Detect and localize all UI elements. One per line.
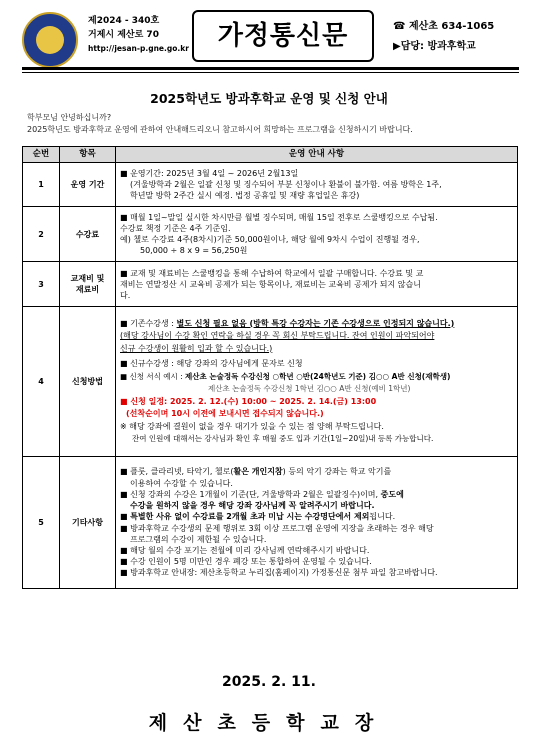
content-line: (선착순이며 10시 이전에 보내시면 접수되지 않습니다.) xyxy=(126,409,324,418)
row-content xyxy=(116,207,518,262)
issue-date: 2025. 2. 11. xyxy=(222,674,316,690)
content-line: (해당 강사님이 수강 확인 연락을 하실 경우 꼭 회신 부탁드립니다. 잔여 인원이 파악되어야 xyxy=(120,331,435,340)
table-row xyxy=(23,307,518,457)
content-line: 이용하여 수강할 수 있습니다. xyxy=(130,478,233,488)
row-number: 4 xyxy=(23,307,60,457)
school-principal: 제산초등학교장 xyxy=(148,712,390,734)
newsletter-title: 가정통신문 xyxy=(192,10,374,62)
content-line: 프로그램의 수강이 제한될 수 있습니다. xyxy=(130,534,267,544)
row-item: 기타사항 xyxy=(60,457,116,589)
row-content xyxy=(116,307,518,457)
content-line: ■ 수강 인원이 5명 미만인 경우 폐강 또는 통합하여 운영될 수 있습니다. xyxy=(120,557,372,567)
info-table xyxy=(22,146,518,589)
document-title: 2025학년도 방과후학교 운영 및 신청 안내 xyxy=(150,91,388,106)
issue-number: 제2024 - 340호 xyxy=(88,16,160,26)
content-line: ■ 교재 및 재료비는 스쿨뱅킹을 통해 수납하여 학교에서 일괄 구매합니다. 수강료 및 교 xyxy=(120,268,424,278)
row-content xyxy=(116,262,518,307)
content-line: 50,000 ÷ 8 x 9 = 56,250원 xyxy=(140,246,248,255)
content-line: ■ 방과후학교 수강생의 문제 행위로 3회 이상 프로그램 운영에 지장을 초래하는 경우 해당 xyxy=(120,523,434,533)
contact-person: ▶담당: 방과후학교 xyxy=(393,41,476,52)
content-line: ※ 해당 강좌에 결원이 없을 경우 대기가 있을 수 있는 점 양해 부탁드립니다. xyxy=(120,421,384,431)
content-line: ■ 매월 1일~말일 실시한 차시만큼 월별 징수되며, 매월 15일 전후로 스쿨뱅킹으로 수납됨. xyxy=(120,213,438,222)
header-rule-thin xyxy=(22,72,519,73)
greeting-line: 학부모님 안녕하십니까? xyxy=(27,113,112,122)
content-line: ■ 운영기간: 2025년 3월 4일 ~ 2026년 2월13일 xyxy=(120,169,299,178)
content-line: 다. xyxy=(120,290,131,300)
row-item-line: 재료비 xyxy=(75,285,100,294)
content-line: ■ 해당 월의 수강 포기는 전월에 미리 강사님께 연락해주시기 바랍니다. xyxy=(120,545,370,555)
content-line: 예) 첼로 수강료 4주(8차시)기준 50,000원이나, 해당 월에 9차시 수업이 진행될 경우, xyxy=(120,235,420,244)
logo-emblem xyxy=(36,26,64,54)
phone-number: ☎ 제산초 634-1065 xyxy=(393,21,495,32)
row-number: 3 xyxy=(23,262,60,307)
content-line xyxy=(120,511,513,522)
table-header-row xyxy=(23,147,518,163)
content-line: 제산초 논술정독 수강신청 1학년 김○○ A반 신청(예비 1학년) xyxy=(208,384,411,393)
table-row xyxy=(23,163,518,207)
content-line: 학년말 방학 2주간 실시 예정. 법정 공휴일 및 재량 휴업일은 휴강) xyxy=(130,191,360,200)
row-content xyxy=(116,457,518,589)
content-emphasis: 별도 신청 필요 없음 (방학 특강 수강자는 기존 수강생으로 인정되지 않습니다.) xyxy=(176,318,455,328)
header-cell: 순번 xyxy=(23,147,60,163)
content-text: ■ 신청 강좌의 수강은 1개월이 기준(단, 겨울방학과 2월은 일괄징수)이며, xyxy=(120,489,381,499)
content-text: ■ 신청 서식 예시 : xyxy=(120,371,186,381)
content-line: ■ 방과후학교 안내장: 제산초등학교 누리집(홈페이지) 가정통신문 첨부 파일 참고바랍니다. xyxy=(120,568,438,578)
content-line: ■ 신청 일정: 2025. 2. 12.(수) 10:00 ~ 2025. 2. 14.(금) 13:00 xyxy=(120,396,377,406)
content-line xyxy=(120,489,513,500)
content-line xyxy=(120,318,513,331)
content-line: ■ 신규수강생 : 해당 강좌의 강사님에게 문자로 신청 xyxy=(120,359,303,368)
school-address: 거제시 제산로 70 xyxy=(88,30,159,40)
content-line: (겨울방학과 2월은 일괄 신청 및 징수되어 부분 신청이나 환불이 불가함. 여름 방학은 1주, xyxy=(130,180,442,189)
row-item: 수강료 xyxy=(60,207,116,262)
content-emphasis: 중도에 xyxy=(380,489,404,499)
content-text: 됩니다. xyxy=(369,512,396,522)
content-emphasis: 제산초 논술정독 수강신청 ○학년 ○반(24학년도 기준) 김○○ A반 신청(재학생) xyxy=(185,371,451,381)
table-row xyxy=(23,457,518,589)
row-item xyxy=(60,262,116,307)
content-text: ■ 플룻, 클라리넷, 타악기, 첼로( xyxy=(120,467,234,477)
table-row xyxy=(23,262,518,307)
greeting xyxy=(27,112,413,136)
content-line: 잔여 인원에 대해서는 강사님과 확인 후 매월 중도 입과 기간(1일~20일)내 등록 가능합니다. xyxy=(132,434,434,443)
content-text: ■ xyxy=(120,512,131,522)
content-line: 재비는 연말정산 시 교육비 공제가 되는 항목이나, 재료비는 교육비 공제가 되지 않습니 xyxy=(120,279,421,289)
table-row xyxy=(23,207,518,262)
greeting-line: 2025학년도 방과후학교 운영에 관하여 안내해드리오니 참고하시어 희망하는 프로그램을 신청하시기 바랍니다. xyxy=(27,125,413,134)
content-text: ) 등의 악기 강좌는 학교 악기를 xyxy=(282,467,392,477)
content-line xyxy=(120,466,513,477)
content-line: 수강을 원하지 않을 경우 해당 강좌 강사님께 꼭 알려주시기 바랍니다. xyxy=(130,501,375,511)
contact-info xyxy=(393,17,494,57)
row-item: 운영 기간 xyxy=(60,163,116,207)
row-item-line: 교재비 및 xyxy=(70,274,105,283)
content-line: 수강료 책정 기준은 4주 기준임. xyxy=(120,224,231,233)
header-cell: 운영 안내 사항 xyxy=(116,147,518,163)
header-cell: 항목 xyxy=(60,147,116,163)
row-number: 5 xyxy=(23,457,60,589)
content-emphasis: 활은 개인지참 xyxy=(233,467,283,477)
school-url: http://jesan-p.gne.go.kr xyxy=(88,44,189,53)
row-number: 2 xyxy=(23,207,60,262)
content-line xyxy=(120,371,513,384)
content-emphasis: 특별한 사유 없이 수강료를 2개월 초과 미납 시는 수강명단에서 제외 xyxy=(130,512,370,522)
content-text: ■ 기존수강생 : xyxy=(120,318,177,328)
issue-info xyxy=(88,14,189,56)
content-line: 신규 수강생이 원활히 입과 할 수 있습니다.) xyxy=(120,343,273,353)
row-item: 신청방법 xyxy=(60,307,116,457)
row-number: 1 xyxy=(23,163,60,207)
header-rule xyxy=(22,67,519,70)
school-logo xyxy=(22,12,78,68)
row-content xyxy=(116,163,518,207)
